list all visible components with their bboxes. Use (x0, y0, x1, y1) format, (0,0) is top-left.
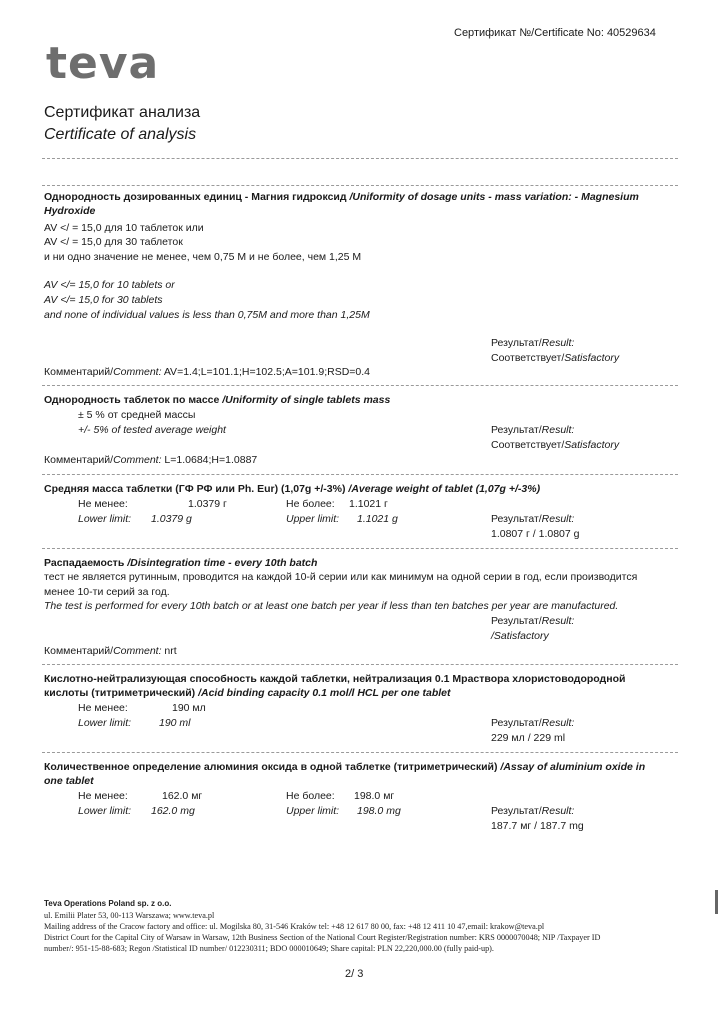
result-label: Результат/Result: (491, 337, 575, 349)
section-title-disintegration: Распадаемость /Disintegration time - every 10th batch (44, 557, 318, 569)
lower-limit-en-value: 190 ml (159, 717, 191, 729)
lower-limit-ru: Не менее: (78, 702, 128, 714)
criteria-en-line: AV </= 15,0 for 10 tablets or (44, 279, 175, 291)
section-title-average-weight: Средняя масса таблетки (ГФ РФ или Ph. Eur) (1,07g +/-3%) /Average weight of tablet (1,07g +/-3%) (44, 483, 541, 495)
section-title-uniformity-mass: Однородность таблеток по массе /Uniformity of single tablets mass (44, 394, 391, 406)
result-label: Результат/Result: (491, 805, 575, 817)
result-value: Соответствует/Satisfactory (491, 439, 620, 451)
lower-limit-ru-value: 190 мл (172, 702, 206, 714)
footer-company: Teva Operations Poland sp. z o.o. (44, 899, 172, 908)
upper-limit-ru-value: 1.1021 г (349, 498, 388, 510)
section-title-aluminium: Количественное определение алюминия оксида в одной таблетке (титриметрический) /Assay of aluminium oxide in one tablet (44, 761, 646, 787)
criteria-ru-line: AV </ = 15,0 для 30 таблеток (44, 236, 183, 248)
result-value: Соответствует/Satisfactory (491, 352, 620, 364)
upper-limit-ru-value: 198.0 мг (354, 790, 395, 802)
lower-limit-en: Lower limit: (78, 513, 132, 525)
comment: Комментарий/Comment: nrt (44, 645, 177, 657)
footer-registration: number/: 951-15-88-683; Regon /Statistical ID number/ 012230311; BDO 000010649; Share capital: PLN 22,220,000.00 (fully paid-up). (44, 944, 494, 953)
divider (42, 185, 678, 186)
criteria-en-line: AV </= 15,0 for 30 tablets (44, 294, 163, 306)
page-number: 2/ 3 (345, 968, 364, 980)
lower-limit-ru-value: 1.0379 г (188, 498, 227, 510)
title-en: Certificate of analysis (44, 126, 197, 143)
test-note-ru: менее 10-ти серий за год. (44, 586, 170, 598)
footer-address: ul. Emilii Plater 53, 00-113 Warszawa; www.teva.pl (44, 911, 215, 920)
footer-registration: District Court for the Capital City of Warsaw in Warsaw, 12th Business Section of the National Court Register/Registration number: KRS 0000070048; NIP /Taxpayer ID (44, 933, 601, 942)
comment: Комментарий/Comment: L=1.0684;H=1.0887 (44, 454, 258, 466)
result-label: Результат/Result: (491, 513, 575, 525)
section-title-uniformity-units: Однородность дозированных единиц - Магния гидроксид /Uniformity of dosage units - mass variation: - Magnesium Hydroxide (44, 191, 639, 217)
title-ru: Сертификат анализа (44, 104, 201, 121)
lower-limit-ru: Не менее: (78, 790, 128, 802)
lower-limit-en: Lower limit: (78, 805, 132, 817)
upper-limit-ru: Не более: (286, 498, 335, 510)
criteria-ru-line: и ни одно значение не менее, чем 0,75 M и не более, чем 1,25 M (44, 251, 362, 263)
teva-logo: teva (46, 38, 160, 89)
criteria-en-line: +/- 5% of tested average weight (78, 424, 226, 436)
result-value: 187.7 мг / 187.7 mg (491, 820, 584, 832)
criteria-ru-line: AV </ = 15,0 для 10 таблеток или (44, 222, 204, 234)
lower-limit-en: Lower limit: (78, 717, 132, 729)
divider (42, 752, 678, 753)
result-value: 1.0807 г / 1.0807 g (491, 528, 580, 540)
result-value: /Satisfactory (491, 630, 549, 642)
section-title-acid-binding: Кислотно-нейтрализующая способность каждой таблетки, нейтрализация 0.1 Мраствора хлористоводородной кислоты (титриметрический) /Acid binding capacity 0.1 mol/l HCL per one tablet (44, 673, 626, 699)
criteria-en-line: and none of individual values is less than 0,75M and more than 1,25M (44, 309, 370, 321)
divider (42, 474, 678, 475)
result-value: 229 мл / 229 ml (491, 732, 566, 744)
result-label: Результат/Result: (491, 717, 575, 729)
lower-limit-en-value: 1.0379 g (151, 513, 192, 525)
test-note-en: The test is performed for every 10th batch or at least one batch per year if less than ten batches per year are manufactured. (44, 600, 619, 612)
lower-limit-ru: Не менее: (78, 498, 128, 510)
result-label: Результат/Result: (491, 615, 575, 627)
upper-limit-en: Upper limit: (286, 513, 340, 525)
comment: Комментарий/Comment: AV=1.4;L=101.1;H=102.5;A=101.9;RSD=0.4 (44, 366, 371, 378)
upper-limit-en-value: 1.1021 g (357, 513, 398, 525)
upper-limit-ru: Не более: (286, 790, 335, 802)
test-note-ru: тест не является рутинным, проводится на каждой 10-й серии или как минимум на одной серии в год, если производится (44, 571, 638, 583)
criteria-ru-line: ± 5 % от средней массы (78, 409, 196, 421)
upper-limit-en: Upper limit: (286, 805, 340, 817)
divider (42, 664, 678, 665)
lower-limit-en-value: 162.0 mg (151, 805, 195, 817)
divider (42, 158, 678, 159)
upper-limit-en-value: 198.0 mg (357, 805, 401, 817)
divider (42, 548, 678, 549)
divider (42, 385, 678, 386)
lower-limit-ru-value: 162.0 мг (162, 790, 203, 802)
certificate-number: Сертификат №/Certificate No: 40529634 (454, 27, 656, 39)
result-label: Результат/Result: (491, 424, 575, 436)
footer-mailing-address: Mailing address of the Cracow factory and office: ul. Mogilska 80, 31-546 Kraków tel: +48 12 617 80 00, fax: +48 12 411 10 47,email: krakow@teva.pl (44, 922, 545, 931)
